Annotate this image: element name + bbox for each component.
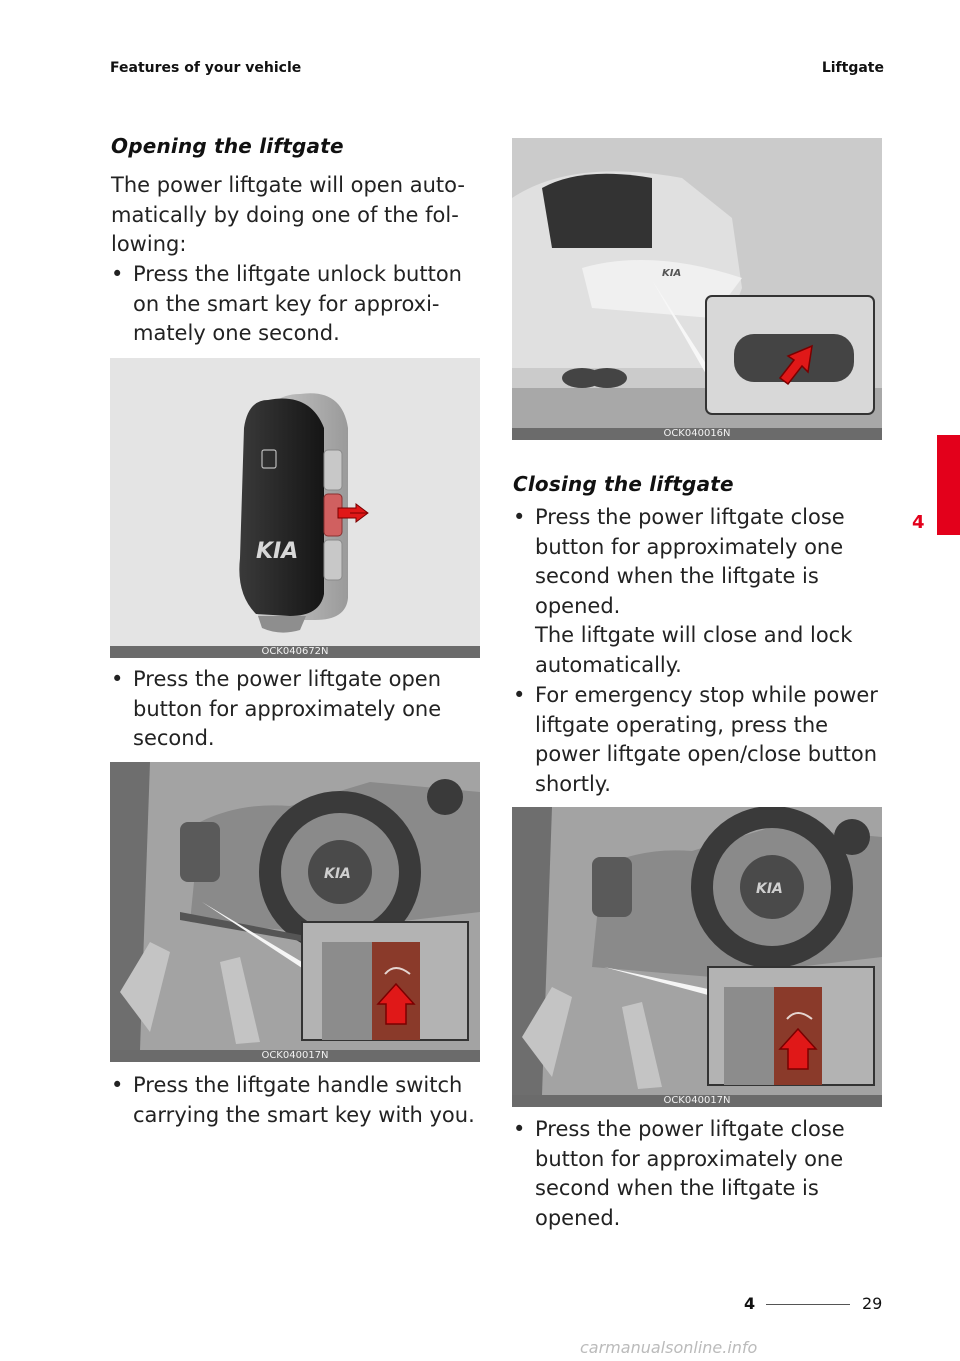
bullet-line: mately one second.	[133, 321, 340, 345]
bullet-line: Press the power liftgate close	[535, 505, 845, 529]
bullet-item	[111, 1071, 481, 1131]
bullet-line: power liftgate open/close button	[535, 742, 878, 766]
intro-line: matically by doing one of the fol-	[111, 202, 459, 227]
chapter-tab-number: 4	[912, 512, 925, 533]
bullet-line: button for approximately one	[535, 1146, 844, 1171]
running-header-topic: Liftgate	[821, 60, 884, 76]
bullet-item	[513, 503, 883, 683]
running-header-section: Features of your vehicle	[110, 60, 302, 76]
bullet-line: Press the power liftgate close	[535, 1117, 845, 1141]
bullet-dot: •	[513, 683, 526, 707]
footer-divider	[766, 1304, 850, 1305]
watermark: carmanualsonline.info	[580, 1338, 758, 1357]
chapter-tab	[937, 435, 960, 535]
bullet-item	[111, 665, 481, 755]
bullet-line: shortly.	[535, 771, 611, 796]
bullet-line: For emergency stop while power	[535, 683, 878, 707]
bullet-line: button for approximately one	[133, 696, 442, 721]
bullet-dot: •	[513, 505, 526, 529]
intro-paragraph	[111, 171, 465, 260]
svg-text:KIA: KIA	[756, 881, 783, 897]
figure-caption: OCK040017N	[110, 1050, 480, 1062]
dashboard-button-figure	[512, 807, 882, 1107]
bullet-line: Press the liftgate handle switch	[133, 1073, 463, 1097]
svg-text:KIA: KIA	[662, 268, 682, 279]
bullet-line: The liftgate will close and lock	[535, 623, 853, 647]
bullet-line: liftgate operating, press the	[535, 712, 829, 737]
figure-caption: OCK040016N	[512, 428, 882, 440]
bullet-dot: •	[111, 1073, 124, 1097]
svg-text:KIA: KIA	[324, 866, 351, 882]
bullet-dot: •	[111, 262, 124, 286]
bullet-line: button for approximately one	[535, 534, 844, 559]
bullet-item	[513, 681, 883, 801]
figure-caption: OCK040672N	[110, 646, 480, 658]
bullet-line: Press the power liftgate open	[133, 667, 442, 691]
bullet-line: Press the liftgate unlock button	[133, 262, 462, 286]
svg-text:KIA: KIA	[256, 539, 299, 564]
liftgate-handle-figure	[512, 138, 882, 440]
bullet-line: opened.	[535, 1205, 621, 1230]
bullet-item	[111, 260, 481, 350]
section-heading-opening: Opening the liftgate	[111, 134, 344, 158]
bullet-item	[513, 1115, 883, 1235]
figure-caption: OCK040017N	[512, 1095, 882, 1107]
bullet-line: carrying the smart key with you.	[133, 1102, 475, 1127]
dashboard-button-figure	[110, 762, 480, 1062]
bullet-line: second when the liftgate is	[535, 564, 819, 588]
bullet-line: on the smart key for approxi-	[133, 291, 440, 316]
intro-line: The power liftgate will open auto-	[111, 173, 465, 197]
bullet-line: second when the liftgate is	[535, 1176, 819, 1200]
section-heading-closing: Closing the liftgate	[513, 472, 734, 496]
smart-key-figure	[110, 358, 480, 658]
bullet-line: opened.	[535, 593, 621, 618]
intro-line: lowing:	[111, 232, 187, 256]
footer-chapter-number: 4	[744, 1294, 756, 1313]
bullet-dot: •	[513, 1117, 526, 1141]
footer-page-number: 29	[862, 1294, 883, 1313]
bullet-line: second.	[133, 726, 215, 750]
bullet-line: automatically.	[535, 652, 682, 677]
bullet-dot: •	[111, 667, 124, 691]
